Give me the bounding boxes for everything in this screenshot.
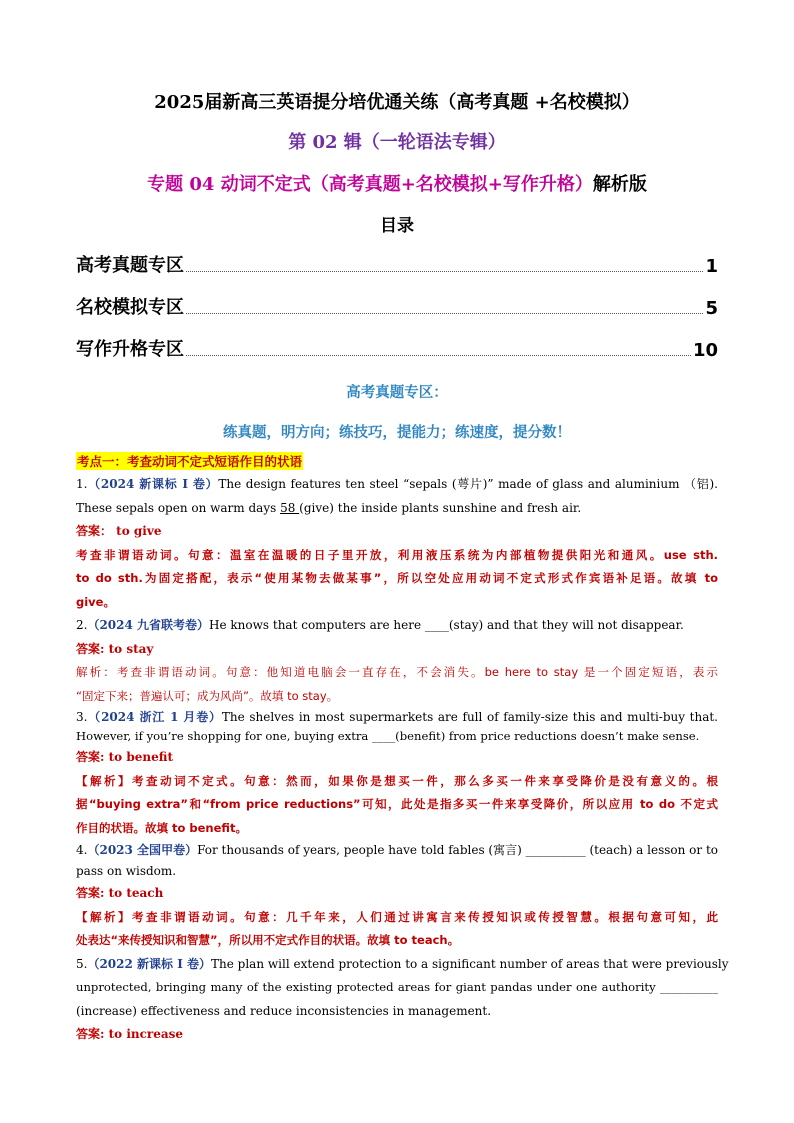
question-source: （2022 新课标 I 卷） [87, 956, 211, 971]
question-list [76, 473, 729, 1047]
answer-line: 答案: to teach [76, 886, 164, 900]
answer-line: 答案: to increase [76, 1027, 184, 1041]
toc-label: 名校模拟专区 [76, 297, 184, 318]
explanation-line: give。 [76, 594, 115, 609]
topic-tail: 解析版 [592, 174, 647, 195]
explanation-line: 【解析】考查非谓语动词。句意：几千年来，人们通过讲寓言来传授知识或传授智慧。根据句意可知，此 [76, 909, 718, 924]
toc-heading: 目录 [380, 216, 414, 236]
topic-title [0, 170, 794, 196]
toc-page: 10 [692, 340, 718, 361]
explanation-line: 解析：考查非谓语动词。句意：他知道电脑会一直存在，不会消失。be here to stay 是一个固定短语，表示 [76, 665, 718, 679]
question-source: （2023 全国甲卷） [87, 843, 198, 857]
section-title: 高考真题专区： [346, 385, 448, 401]
explanation-line: “固定下来；普遍认可；成为风尚”。故填 to stay。 [76, 688, 339, 703]
answer-line: 答案: to benefit [76, 750, 173, 764]
question-source: （2024 新课标 I 卷） [87, 477, 219, 491]
toc-entry[interactable] [76, 335, 718, 361]
question-line: pass on wisdom. [76, 864, 177, 878]
answer-line: 答案: to stay [76, 641, 154, 656]
question-line: unprotected, bringing many of the existing protected areas for giant pandas under one authority __________ [76, 980, 718, 994]
question-line: 5.（2022 新课标 I 卷）The plan will extend protection to a significant number of areas that were previously [76, 956, 729, 971]
question-line: (increase) effectiveness and reduce inconsistencies in management. [76, 1003, 492, 1018]
series-title: 第 02 辑（一轮语法专辑） [288, 132, 506, 153]
answer-blank: 58 [280, 500, 300, 515]
toc-entry[interactable] [76, 251, 718, 277]
toc-label: 高考真题专区 [76, 255, 184, 276]
section-slogan: 练真题，明方向；练技巧，提能力；练速度，提分数！ [223, 425, 571, 441]
toc-label: 写作升格专区 [76, 339, 184, 360]
toc-page: 1 [705, 256, 718, 277]
question-line: 2.（2024 九省联考卷）He knows that computers are here ____(stay) and that they will not disappear. [76, 618, 684, 632]
question-line: 3.（2024 浙江 1 月卷）The shelves in most supermarkets are full of family-size this and multi-buy that. [76, 710, 718, 724]
question-source: （2024 浙江 1 月卷） [87, 710, 222, 724]
toc-leader [186, 271, 703, 272]
toc-entry[interactable] [76, 293, 718, 319]
question-line: These sepals open on warm days 58 (give) the inside plants sunshine and fresh air. [76, 500, 582, 515]
topic-text: 专题 04 动词不定式（高考真题+名校模拟+写作升格） [147, 174, 593, 195]
kaodian-heading: 考点一：考查动词不定式短语作目的状语 [77, 454, 303, 469]
explanation-line: 作目的状语。故填 to benefit。 [76, 820, 247, 835]
question-source: （2024 九省联考卷） [87, 618, 210, 632]
document-title: 2025届新高三英语提分培优通关练（高考真题 +名校模拟） [154, 92, 640, 113]
question-line: 4.（2023 全国甲卷）For thousands of years, people have told fables (寓言) __________ (teach) a lesson or to [76, 843, 718, 857]
explanation-line: to do sth.为固定搭配，表示“使用某物去做某事”，所以空处应用动词不定式形式作宾语补足语。故填 to [76, 571, 718, 585]
explanation-line: 考查非谓语动词。句意：温室在温暖的日子里开放，利用液压系统为内部植物提供阳光和通风。use sth. [76, 547, 718, 562]
answer-line: 答案： to give [76, 524, 162, 538]
explanation-line: 处表达“来传授知识和智慧”，所以用不定式作目的状语。故填 to teach。 [76, 933, 460, 947]
question-line: 1.（2024 新课标 I 卷）The design features ten steel “sepals (萼片)” made of glass and aluminium （铝). [76, 477, 718, 491]
explanation-line: 据“buying extra”和“from price reductions”可知，此处是指多买一件来享受降价，所以应用 to do 不定式 [76, 797, 718, 811]
question-line: However, if you’re shopping for one, buying extra ____(benefit) from price reductions doesn’t make sense. [76, 729, 700, 743]
toc-leader [186, 313, 703, 314]
toc-leader [186, 355, 691, 356]
explanation-line: 【解析】考查动词不定式。句意：然而，如果你是想买一件，那么多买一件来享受降价是没有意义的。根 [76, 773, 718, 788]
toc-page: 5 [705, 298, 718, 319]
